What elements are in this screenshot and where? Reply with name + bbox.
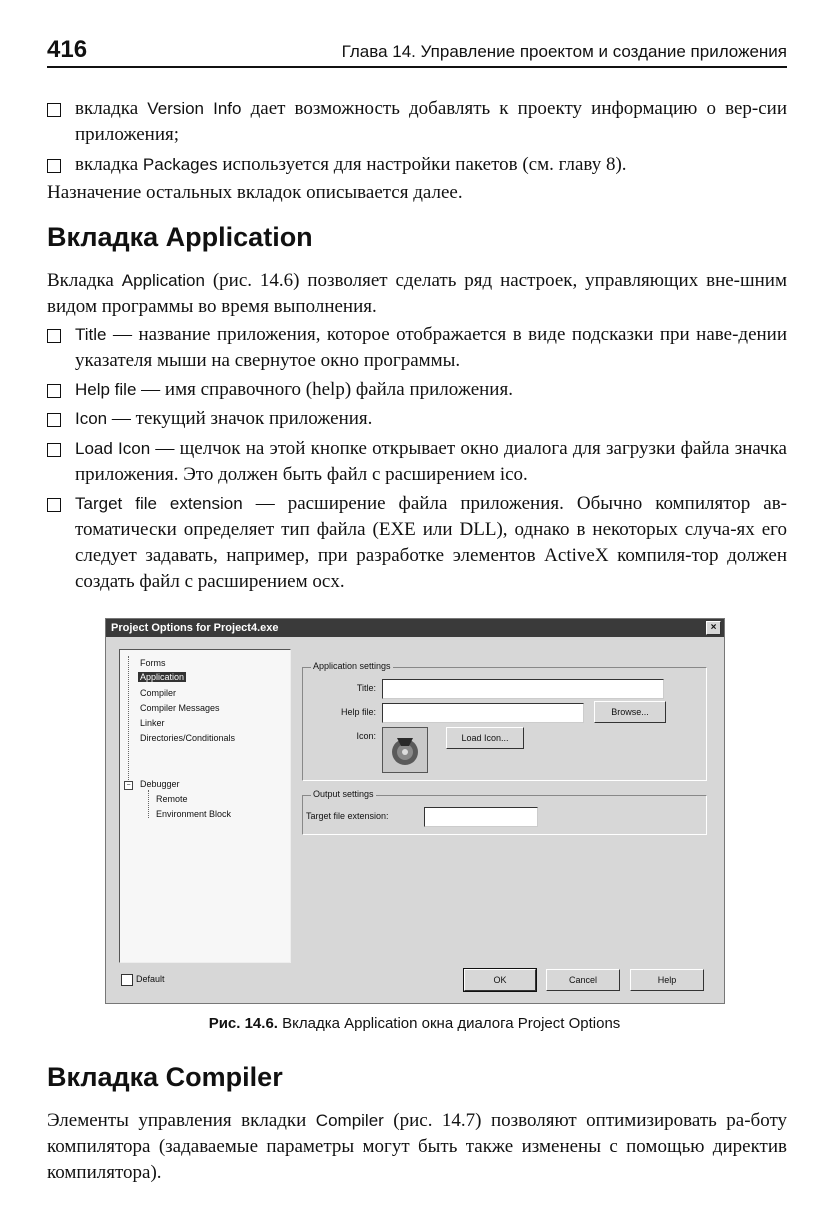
- tree-item-remote[interactable]: Remote: [156, 794, 188, 804]
- tree-item-environment-block[interactable]: Environment Block: [156, 809, 232, 819]
- bullet-box-icon: [47, 103, 61, 117]
- help-button[interactable]: Help: [630, 969, 704, 991]
- application-paragraph: Вкладка Application (рис. 14.6) позволяет сделать ряд настроек, управляющих вне-шним видом программы во время выполнения.: [47, 270, 787, 317]
- cancel-button[interactable]: Cancel: [546, 969, 620, 991]
- target-extension-label: Target file extension:: [306, 811, 389, 821]
- section-heading-compiler: Вкладка Compiler: [47, 1062, 283, 1092]
- tree-item-application[interactable]: Application: [140, 672, 185, 682]
- default-checkbox-label: Default: [136, 974, 165, 984]
- bullet-version-info: вкладка Version Info дает возможность добавлять к проекту информацию о вер-сии приложения;: [47, 96, 787, 148]
- project-options-dialog: [105, 618, 725, 1004]
- intro-paragraph: Назначение остальных вкладок описывается далее.: [47, 182, 463, 203]
- title-input[interactable]: [382, 679, 664, 699]
- tree-item-compiler-messages[interactable]: Compiler Messages: [140, 703, 220, 713]
- bullet-box-icon: [47, 498, 61, 512]
- help-file-input[interactable]: [382, 703, 584, 723]
- section-heading-application: Вкладка Application: [47, 222, 313, 252]
- bullet-help-file: Help file — имя справочного (help) файла приложения.: [47, 377, 787, 403]
- bullet-title: Title — название приложения, которое отображается в виде подсказки при наве-дении указателя мыши на свернутое окно программы.: [47, 322, 787, 374]
- load-icon-button[interactable]: Load Icon...: [446, 727, 524, 749]
- title-label: Title:: [356, 683, 376, 693]
- bullet-box-icon: [47, 443, 61, 457]
- figure-caption: Рис. 14.6. Вкладка Application окна диалога Project Options: [208, 1015, 621, 1032]
- tree-item-directories[interactable]: Directories/Conditionals: [140, 733, 236, 743]
- bullet-box-icon: [47, 329, 61, 343]
- tree-item-linker[interactable]: Linker: [140, 718, 165, 728]
- bullet-target-extension: Target file extension — расширение файла приложения. Обычно компилятор ав-томатически определяет тип файла (EXE или DLL), однако в некоторых случа-ях его следует задавать, например, при разработке элементов ActiveX компиля-тор должен создать файл с расширением ocx.: [47, 491, 787, 595]
- page-number: 416: [47, 36, 88, 63]
- bullet-box-icon: [47, 413, 61, 427]
- group-label: Application settings: [313, 661, 391, 671]
- compiler-paragraph: Элементы управления вкладки Compiler (рис. 14.7) позволяют оптимизировать ра-боту компилятора (задаваемые параметры могут быть также изменены с помощью директив компилятора).: [47, 1110, 787, 1183]
- app-icon-graphic: [383, 728, 427, 772]
- browse-button[interactable]: Browse...: [594, 701, 666, 723]
- bullet-packages: вкладка Packages используется для настройки пакетов (см. главу 8).: [47, 152, 787, 178]
- bullet-box-icon: [47, 159, 61, 173]
- ok-button[interactable]: OK: [464, 969, 536, 991]
- tree-connector: [148, 790, 149, 818]
- dialog-title: Project Options for Project4.exe: [111, 622, 279, 634]
- bullet-box-icon: [47, 384, 61, 398]
- delphi-app-icon: [382, 727, 428, 773]
- tree-connector: [128, 656, 129, 780]
- close-icon[interactable]: ×: [706, 621, 721, 635]
- bullet-load-icon: Load Icon — щелчок на этой кнопке открывает окно диалога для загрузки файла значка приложения. Это должен быть файл с расширением ico.: [47, 436, 787, 488]
- group-label: Output settings: [313, 789, 374, 799]
- tree-item-debugger[interactable]: Debugger: [140, 779, 180, 789]
- options-tree: [119, 649, 291, 963]
- bullet-icon: Icon — текущий значок приложения.: [47, 406, 787, 432]
- icon-label: Icon:: [356, 731, 376, 741]
- dialog-title-bar: [106, 619, 724, 637]
- default-checkbox[interactable]: [121, 974, 133, 986]
- tree-item-compiler[interactable]: Compiler: [140, 688, 177, 698]
- help-file-label: Help file:: [340, 707, 376, 717]
- expander-icon[interactable]: −: [124, 781, 133, 790]
- tree-item-forms[interactable]: Forms: [140, 658, 166, 668]
- running-title: Глава 14. Управление проектом и создание приложения: [341, 42, 787, 61]
- target-extension-input[interactable]: [424, 807, 538, 827]
- running-header: [47, 36, 787, 68]
